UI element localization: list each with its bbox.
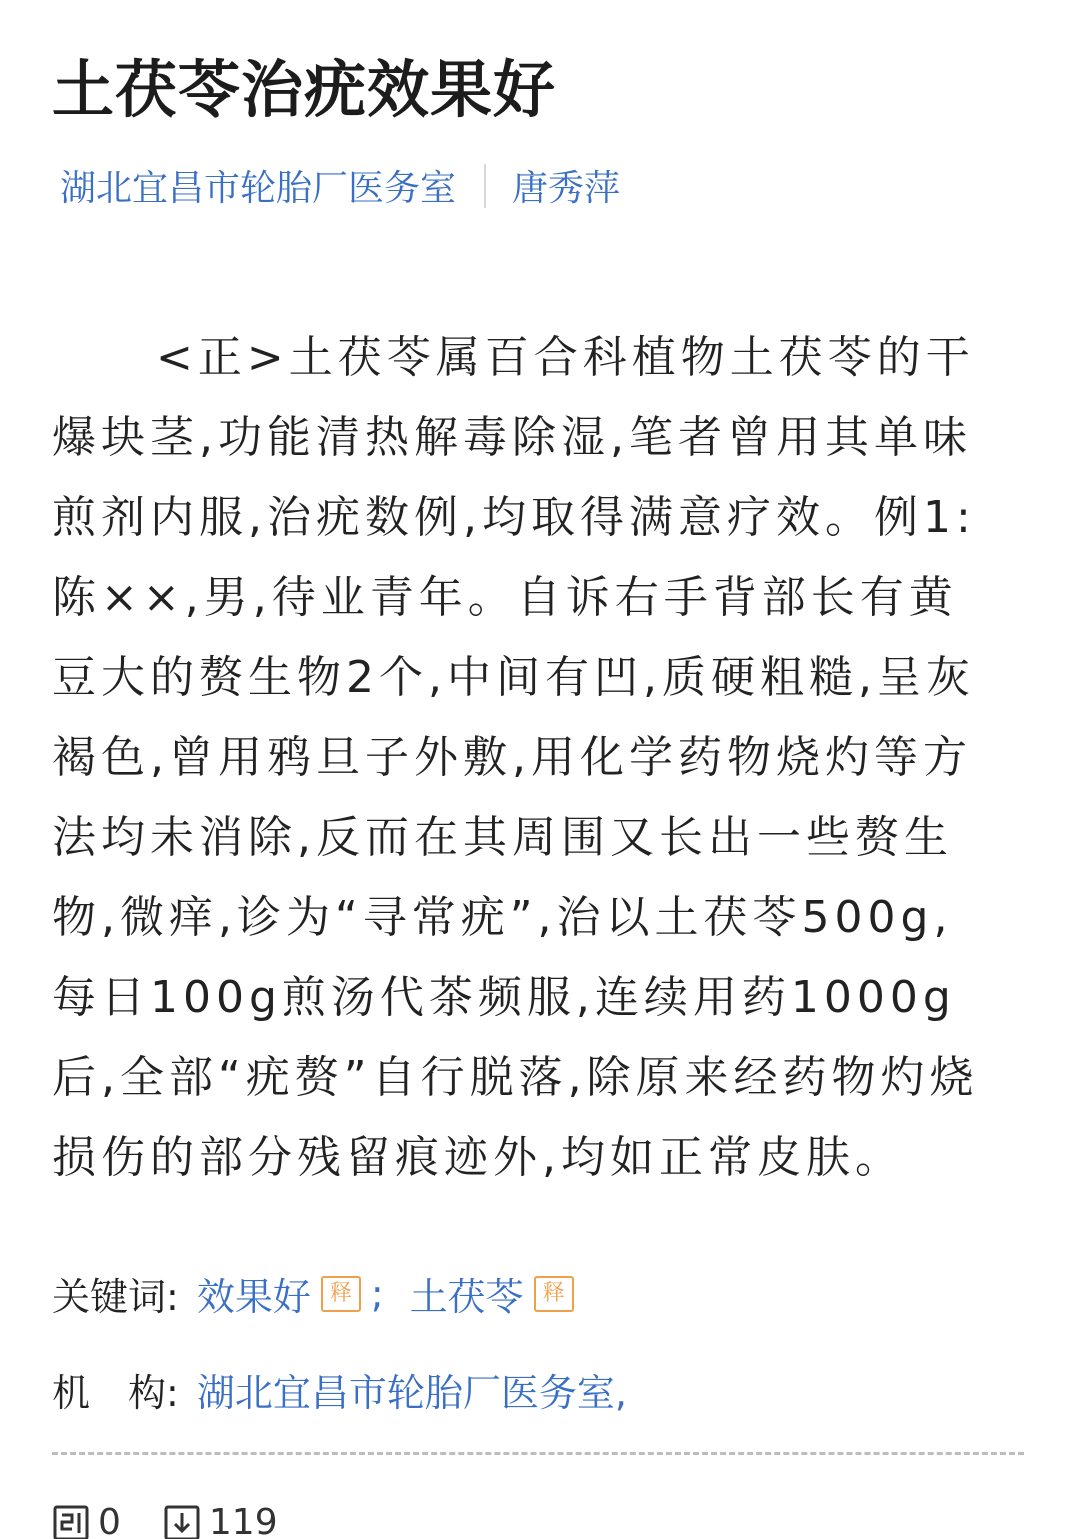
stats-bar (52, 1502, 320, 1539)
abstract-line: 陈××,男,待业青年。自诉右手背部长有黄 (52, 572, 958, 623)
keyword-explain-badge[interactable]: 释 (534, 1276, 574, 1312)
abstract-line: 物,微痒,诊为“寻常疣”,治以土茯苓500g, (52, 892, 953, 943)
abstract-line: 法均未消除,反而在其周围又长出一些赘生 (52, 812, 953, 863)
organization-link[interactable]: 湖北宜昌市轮胎厂医务室, (196, 1371, 627, 1415)
institution-link[interactable]: 湖北宜昌市轮胎厂医务室 (60, 168, 457, 209)
citation-icon (52, 1504, 90, 1539)
abstract-body (52, 318, 1032, 1188)
citation-stat (52, 1502, 121, 1539)
keyword-separator: ; (370, 1271, 384, 1316)
abstract-line: 豆大的赘生物2个,中间有凹,质硬粗糙,呈灰 (52, 652, 975, 703)
abstract-line: 爆块茎,功能清热解毒除湿,笔者曾用其单味 (52, 412, 972, 463)
abstract-line: 褐色,曾用鸦旦子外敷,用化学药物烧灼等方 (52, 732, 972, 783)
author-link[interactable]: 唐秀萍 (512, 168, 621, 209)
meta-divider (484, 164, 486, 208)
abstract-line: <正>土茯苓属百合科植物土茯苓的干 (156, 332, 975, 383)
keywords-row (52, 1266, 574, 1321)
abstract-line: 后,全部“疣赘”自行脱落,除原来经药物灼烧 (52, 1052, 979, 1103)
organization-label: 机 构: (52, 1371, 179, 1415)
abstract-line: 损伤的部分残留痕迹外,均如正常皮肤。 (52, 1132, 904, 1183)
organization-row (52, 1362, 627, 1417)
abstract-line: 每日100g煎汤代茶频服,连续用药1000g (52, 972, 956, 1023)
download-icon (163, 1504, 201, 1539)
keyword-link[interactable]: 土茯苓 (409, 1275, 524, 1319)
dashed-divider (52, 1452, 1024, 1455)
abstract-line: 煎剂内服,治疣数例,均取得满意疗效。例1: (52, 492, 976, 543)
keywords-label: 关键词: (52, 1275, 179, 1319)
article-title: 土茯苓治疣效果好 (52, 53, 557, 126)
keyword-explain-badge[interactable]: 释 (321, 1276, 361, 1312)
download-stat (163, 1502, 278, 1539)
download-count: 119 (208, 1502, 278, 1539)
keyword-link[interactable]: 效果好 (196, 1275, 311, 1319)
citation-count: 0 (98, 1502, 121, 1539)
article-meta (60, 160, 620, 211)
